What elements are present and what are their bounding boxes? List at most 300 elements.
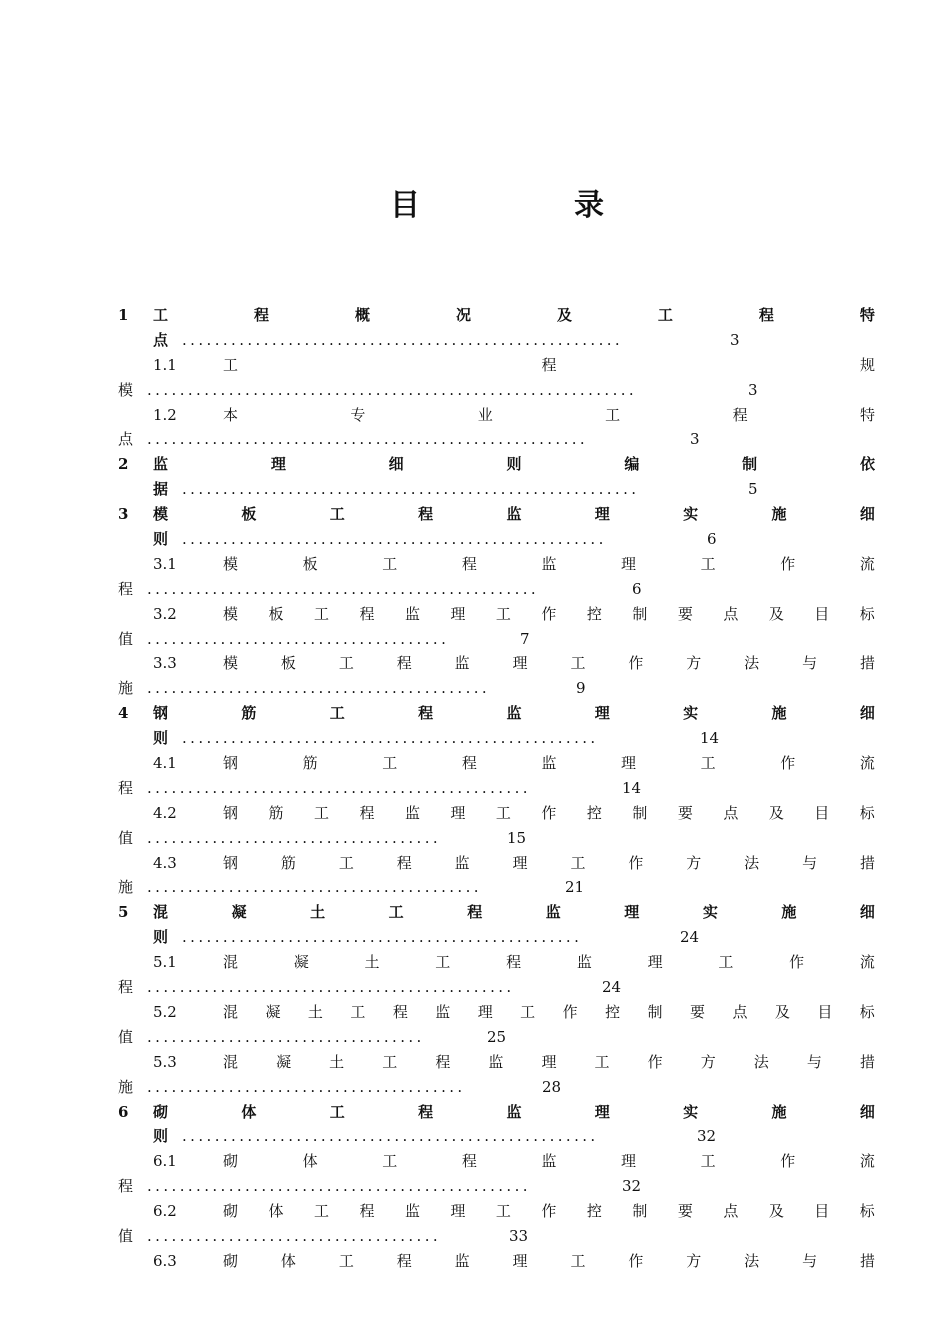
toc-entry-number: 2 — [118, 455, 129, 474]
toc-entry-last-char: 程 — [118, 579, 134, 598]
toc-entry-char: 工 — [570, 1251, 586, 1270]
toc-entry-line[interactable] — [118, 502, 875, 527]
toc-entry-char: 钢 — [153, 704, 169, 723]
toc-entry-char: 监 — [153, 455, 169, 474]
toc-entry-char: 与 — [802, 853, 818, 872]
toc-entry-number: 6.3 — [153, 1251, 177, 1270]
toc-entry-line[interactable] — [118, 378, 875, 403]
toc-entry-char: 目 — [814, 1202, 830, 1221]
title-char-1: 目 — [390, 188, 420, 223]
toc-entry-char: 业 — [477, 405, 493, 424]
toc-entry-char: 流 — [859, 953, 875, 972]
page-number: 32 — [697, 1127, 717, 1146]
toc-entry-char: 标 — [859, 1202, 875, 1221]
toc-entry-char: 工 — [329, 505, 345, 524]
toc-entry-char: 理 — [450, 1202, 466, 1221]
toc-entry-char: 程 — [461, 1152, 477, 1171]
toc-entry-char: 工 — [700, 754, 716, 773]
toc-entry-char: 理 — [594, 505, 610, 524]
page-number: 3 — [730, 330, 740, 349]
leader-dots: ................................................... — [182, 1127, 599, 1146]
toc-entry-char: 监 — [404, 803, 420, 822]
toc-entry-number: 6.1 — [153, 1152, 177, 1171]
toc-entry-line[interactable] — [118, 627, 875, 652]
toc-entry-number: 3.1 — [153, 554, 177, 573]
toc-entry-line[interactable] — [118, 751, 875, 776]
toc-entry-char: 施 — [781, 903, 797, 922]
toc-entry-char: 工 — [570, 853, 586, 872]
toc-entry-char: 方 — [686, 853, 702, 872]
leader-dots: ............................................. — [147, 978, 515, 997]
toc-entry-last-char: 施 — [118, 1077, 134, 1096]
toc-entry-line[interactable] — [118, 403, 875, 428]
toc-entry-heading — [153, 950, 875, 975]
page-number: 6 — [632, 579, 642, 598]
toc-entry-number: 3 — [118, 505, 129, 524]
toc-entry-last-char: 则 — [153, 530, 169, 549]
toc-entry-number: 4.2 — [153, 803, 177, 822]
toc-entry-char: 细 — [859, 1102, 875, 1121]
toc-entry-char: 理 — [621, 754, 637, 773]
toc-entry-line[interactable] — [118, 651, 875, 676]
toc-entry-char: 筋 — [241, 704, 257, 723]
toc-entry-char: 制 — [632, 604, 648, 623]
toc-entry-char: 实 — [702, 903, 718, 922]
toc-entry-char: 工 — [435, 953, 451, 972]
toc-entry-char: 工 — [495, 803, 511, 822]
leader-dots: ...................................................... — [147, 430, 589, 449]
toc-entry-number: 6.2 — [153, 1202, 177, 1221]
toc-entry-char: 与 — [802, 654, 818, 673]
toc-entry-char: 作 — [647, 1052, 663, 1071]
toc-entry-char: 作 — [780, 1152, 796, 1171]
toc-entry-line[interactable] — [118, 1149, 875, 1174]
toc-entry-last-char: 点 — [118, 430, 134, 449]
toc-entry-char: 程 — [359, 803, 375, 822]
page-number: 21 — [565, 878, 585, 897]
toc-entry-char: 工 — [495, 604, 511, 623]
page-number: 5 — [748, 480, 758, 499]
toc-entry-heading — [153, 1149, 875, 1174]
toc-entry-number: 4.1 — [153, 754, 177, 773]
toc-entry-line[interactable] — [118, 477, 875, 502]
toc-entry-char: 混 — [153, 903, 169, 922]
toc-entry-char: 流 — [859, 754, 875, 773]
toc-entry-char: 程 — [461, 754, 477, 773]
toc-entry-char: 凝 — [276, 1052, 292, 1071]
toc-entry-last-char: 则 — [153, 729, 169, 748]
toc-entry-char: 施 — [771, 1102, 787, 1121]
toc-entry-char: 特 — [859, 306, 875, 324]
leader-dots: .................................................... — [182, 530, 607, 549]
leader-dots: ................................................. — [182, 928, 583, 947]
toc-entry-last-char: 则 — [153, 1127, 169, 1146]
toc-entry-line[interactable] — [118, 975, 875, 1000]
toc-entry-char: 流 — [859, 1152, 875, 1171]
toc-entry-char: 理 — [647, 953, 663, 972]
page-number: 14 — [700, 729, 720, 748]
table-of-contents — [118, 303, 875, 1274]
toc-entry-char: 工 — [382, 554, 398, 573]
page-number: 25 — [487, 1027, 507, 1046]
toc-entry-char: 控 — [586, 1202, 602, 1221]
toc-entry-char: 理 — [594, 704, 610, 723]
leader-dots: ................................................... — [182, 729, 599, 748]
toc-entry-char: 砌 — [223, 1251, 239, 1270]
toc-entry-line[interactable] — [118, 1100, 875, 1125]
toc-entry-char: 与 — [806, 1052, 822, 1071]
toc-entry-heading — [153, 552, 875, 577]
toc-entry-char: 工 — [700, 554, 716, 573]
toc-entry-char: 要 — [689, 1002, 705, 1021]
toc-entry-char: 程 — [359, 604, 375, 623]
toc-entry-char: 程 — [467, 903, 483, 922]
toc-entry-char: 要 — [677, 604, 693, 623]
toc-entry-char: 监 — [454, 1251, 470, 1270]
toc-entry-line[interactable] — [118, 1050, 875, 1075]
toc-entry-char: 砌 — [223, 1202, 239, 1221]
leader-dots: .................................... — [147, 828, 442, 847]
toc-entry-line[interactable] — [118, 1124, 875, 1149]
toc-entry-char: 作 — [789, 953, 805, 972]
toc-entry-char: 工 — [700, 1152, 716, 1171]
toc-entry-char: 要 — [677, 803, 693, 822]
toc-entry-char: 流 — [859, 554, 875, 573]
toc-entry-char: 监 — [541, 1152, 557, 1171]
leader-dots: ............................................................ — [147, 380, 638, 399]
toc-entry-heading — [153, 1249, 875, 1274]
toc-entry-char: 土 — [329, 1052, 345, 1071]
toc-entry-char: 监 — [506, 1102, 522, 1121]
leader-dots: ................................................ — [147, 579, 540, 598]
toc-entry-char: 制 — [647, 1002, 663, 1021]
toc-entry-line[interactable] — [118, 1174, 875, 1199]
toc-entry-line[interactable] — [118, 452, 875, 477]
toc-entry-char: 实 — [683, 1102, 699, 1121]
toc-entry-char: 制 — [632, 1202, 648, 1221]
toc-entry-char: 及 — [768, 803, 784, 822]
toc-entry-char: 理 — [512, 654, 528, 673]
toc-entry-char: 点 — [723, 604, 739, 623]
page-number: 32 — [622, 1177, 642, 1196]
toc-entry-heading — [153, 851, 875, 876]
toc-entry-char: 法 — [744, 853, 760, 872]
toc-entry-char: 筋 — [280, 853, 296, 872]
toc-entry-char: 钢 — [223, 853, 239, 872]
toc-entry-char: 工 — [329, 1102, 345, 1121]
toc-entry-char: 程 — [418, 1102, 434, 1121]
toc-entry-char: 监 — [454, 853, 470, 872]
toc-entry-char: 实 — [683, 704, 699, 723]
page-number: 14 — [622, 778, 642, 797]
toc-entry-heading — [153, 801, 875, 826]
toc-entry-char: 作 — [628, 1251, 644, 1270]
leader-dots: ............................................... — [147, 1177, 531, 1196]
toc-entry-char: 凝 — [265, 1002, 281, 1021]
toc-entry-char: 模 — [223, 654, 239, 673]
toc-entry-char: 措 — [859, 654, 875, 673]
toc-entry-char: 土 — [364, 953, 380, 972]
toc-entry-char: 工 — [313, 604, 329, 623]
toc-entry-char: 体 — [280, 1251, 296, 1270]
toc-entry-number: 5 — [118, 903, 129, 922]
toc-entry-char: 况 — [455, 306, 471, 324]
toc-entry-char: 程 — [732, 405, 748, 424]
toc-entry-char: 工 — [338, 654, 354, 673]
toc-entry-char: 监 — [404, 604, 420, 623]
toc-entry-char: 凝 — [293, 953, 309, 972]
toc-entry-char: 作 — [562, 1002, 578, 1021]
toc-entry-char: 及 — [774, 1002, 790, 1021]
toc-entry-heading — [153, 1199, 875, 1224]
leader-dots: ....................................... — [147, 1077, 466, 1096]
toc-entry-last-char: 施 — [118, 679, 134, 698]
toc-entry-char: 混 — [223, 1052, 239, 1071]
leader-dots: ......................................... — [147, 878, 482, 897]
toc-entry-line[interactable] — [118, 577, 875, 602]
toc-entry-heading — [153, 403, 875, 428]
toc-entry-last-char: 施 — [118, 878, 134, 897]
toc-entry-last-char: 值 — [118, 828, 134, 847]
toc-entry-char: 作 — [780, 754, 796, 773]
toc-entry-char: 程 — [392, 1002, 408, 1021]
toc-entry-heading — [153, 651, 875, 676]
toc-entry-char: 工 — [520, 1002, 536, 1021]
toc-entry-char: 工 — [605, 405, 621, 424]
toc-entry-char: 及 — [768, 1202, 784, 1221]
toc-entry-last-char: 程 — [118, 978, 134, 997]
page-number: 3 — [748, 380, 758, 399]
toc-entry-char: 编 — [624, 455, 640, 474]
leader-dots: ...................................................... — [182, 330, 624, 349]
toc-entry-line[interactable] — [118, 875, 875, 900]
toc-entry-line[interactable] — [118, 900, 875, 925]
toc-entry-char: 实 — [683, 505, 699, 524]
toc-entry-char: 体 — [241, 1102, 257, 1121]
toc-entry-char: 工 — [570, 654, 586, 673]
toc-entry-line[interactable] — [118, 1000, 875, 1025]
toc-entry-char: 监 — [541, 554, 557, 573]
toc-entry-last-char: 程 — [118, 1177, 134, 1196]
toc-entry-char: 制 — [632, 803, 648, 822]
toc-entry-char: 板 — [280, 654, 296, 673]
toc-entry-char: 法 — [753, 1052, 769, 1071]
toc-entry-char: 监 — [488, 1052, 504, 1071]
toc-entry-char: 理 — [477, 1002, 493, 1021]
toc-entry-char: 特 — [859, 405, 875, 424]
toc-entry-char: 工 — [388, 903, 404, 922]
toc-title — [0, 186, 950, 230]
leader-dots: ............................................... — [147, 778, 531, 797]
toc-entry-char: 工 — [223, 355, 239, 374]
toc-entry-char: 钢 — [223, 803, 239, 822]
toc-entry-char: 本 — [223, 405, 239, 424]
toc-entry-char: 措 — [859, 1052, 875, 1071]
toc-entry-char: 程 — [418, 704, 434, 723]
toc-entry-number: 5.3 — [153, 1052, 177, 1071]
toc-entry-char: 监 — [506, 704, 522, 723]
toc-entry-line[interactable] — [118, 726, 875, 751]
toc-entry-char: 筋 — [302, 754, 318, 773]
toc-entry-heading — [153, 1050, 875, 1075]
toc-entry-char: 及 — [556, 306, 572, 324]
toc-entry-char: 理 — [450, 604, 466, 623]
toc-entry-char: 工 — [657, 306, 673, 324]
toc-entry-char: 工 — [495, 1202, 511, 1221]
toc-entry-line[interactable] — [118, 427, 875, 452]
leader-dots: .......................................... — [147, 679, 491, 698]
toc-entry-char: 理 — [512, 853, 528, 872]
toc-entry-char: 监 — [541, 754, 557, 773]
toc-entry-char: 理 — [594, 1102, 610, 1121]
toc-entry-line[interactable] — [118, 701, 875, 726]
toc-entry-line[interactable] — [118, 776, 875, 801]
toc-entry-char: 监 — [506, 505, 522, 524]
toc-entry-char: 程 — [396, 654, 412, 673]
toc-entry-char: 与 — [802, 1251, 818, 1270]
page-number: 24 — [602, 978, 622, 997]
toc-entry-line[interactable] — [118, 826, 875, 851]
toc-entry-last-char: 则 — [153, 928, 169, 947]
toc-entry-line[interactable] — [118, 552, 875, 577]
page-number: 7 — [520, 629, 530, 648]
toc-entry-char: 模 — [153, 505, 169, 524]
toc-entry-heading — [153, 602, 875, 627]
toc-entry-char: 土 — [310, 903, 326, 922]
toc-entry-heading — [118, 452, 875, 477]
toc-entry-char: 点 — [732, 1002, 748, 1021]
toc-entry-line[interactable] — [118, 801, 875, 826]
toc-entry-last-char: 值 — [118, 1027, 134, 1046]
toc-entry-last-char: 值 — [118, 1226, 134, 1245]
toc-entry-number: 1 — [118, 306, 129, 324]
toc-entry-char: 则 — [506, 455, 522, 474]
toc-entry-char: 作 — [541, 1202, 557, 1221]
toc-entry-last-char: 点 — [153, 330, 169, 349]
toc-entry-char: 方 — [686, 654, 702, 673]
toc-entry-char: 程 — [506, 953, 522, 972]
toc-entry-line[interactable] — [118, 328, 875, 353]
toc-entry-line[interactable] — [118, 527, 875, 552]
toc-entry-char: 工 — [382, 754, 398, 773]
toc-entry-char: 制 — [742, 455, 758, 474]
toc-entry-char: 板 — [302, 554, 318, 573]
toc-entry-char: 及 — [768, 604, 784, 623]
toc-entry-char: 凝 — [231, 903, 247, 922]
toc-entry-char: 理 — [450, 803, 466, 822]
toc-entry-char: 模 — [223, 604, 239, 623]
toc-entry-char: 程 — [396, 1251, 412, 1270]
toc-entry-char: 工 — [329, 704, 345, 723]
toc-entry-char: 工 — [350, 1002, 366, 1021]
toc-entry-line[interactable] — [118, 950, 875, 975]
toc-entry-char: 目 — [814, 803, 830, 822]
toc-entry-line[interactable] — [118, 1025, 875, 1050]
toc-entry-line[interactable] — [118, 1075, 875, 1100]
toc-entry-char: 细 — [859, 704, 875, 723]
toc-entry-number: 6 — [118, 1102, 129, 1121]
toc-entry-char: 工 — [153, 306, 169, 324]
toc-entry-char: 细 — [859, 505, 875, 524]
toc-entry-line[interactable] — [118, 1224, 875, 1249]
toc-entry-char: 专 — [350, 405, 366, 424]
toc-entry-char: 程 — [758, 306, 774, 324]
toc-entry-line[interactable] — [118, 602, 875, 627]
toc-entry-char: 作 — [541, 604, 557, 623]
toc-entry-last-char: 模 — [118, 380, 134, 399]
toc-entry-char: 程 — [359, 1202, 375, 1221]
toc-entry-char: 程 — [435, 1052, 451, 1071]
toc-entry-char: 点 — [723, 1202, 739, 1221]
toc-entry-char: 理 — [270, 455, 286, 474]
toc-entry-char: 理 — [512, 1251, 528, 1270]
toc-entry-char: 监 — [576, 953, 592, 972]
page-number: 3 — [690, 430, 700, 449]
toc-entry-char: 规 — [859, 355, 875, 374]
toc-entry-char: 混 — [223, 953, 239, 972]
toc-entry-char: 标 — [859, 1002, 875, 1021]
toc-entry-char: 板 — [241, 505, 257, 524]
toc-entry-number: 4.3 — [153, 853, 177, 872]
toc-entry-char: 工 — [382, 1052, 398, 1071]
toc-entry-line[interactable] — [118, 925, 875, 950]
toc-entry-line[interactable] — [118, 1199, 875, 1224]
toc-entry-char: 法 — [744, 1251, 760, 1270]
toc-entry-char: 作 — [780, 554, 796, 573]
toc-entry-char: 钢 — [223, 754, 239, 773]
toc-entry-char: 目 — [814, 604, 830, 623]
toc-entry-char: 施 — [771, 505, 787, 524]
toc-entry-char: 作 — [541, 803, 557, 822]
page-number: 9 — [576, 679, 586, 698]
toc-entry-char: 依 — [859, 455, 875, 474]
toc-entry-char: 体 — [302, 1152, 318, 1171]
toc-entry-line[interactable] — [118, 1249, 875, 1274]
leader-dots: .................................... — [147, 1226, 442, 1245]
toc-entry-heading — [118, 303, 875, 328]
toc-entry-char: 工 — [313, 803, 329, 822]
toc-entry-char: 细 — [388, 455, 404, 474]
toc-entry-heading — [118, 701, 875, 726]
toc-entry-number: 5.1 — [153, 953, 177, 972]
toc-entry-number: 1.1 — [153, 355, 177, 374]
toc-entry-char: 工 — [594, 1052, 610, 1071]
title-char-2: 录 — [574, 188, 604, 223]
toc-entry-number: 4 — [118, 704, 129, 723]
toc-entry-char: 砌 — [153, 1102, 169, 1121]
toc-entry-line[interactable] — [118, 353, 875, 378]
toc-entry-char: 混 — [223, 1002, 239, 1021]
toc-entry-line[interactable] — [118, 851, 875, 876]
toc-entry-char: 作 — [628, 853, 644, 872]
toc-entry-last-char: 据 — [153, 480, 169, 499]
toc-entry-char: 目 — [817, 1002, 833, 1021]
toc-entry-char: 模 — [223, 554, 239, 573]
toc-entry-char: 工 — [382, 1152, 398, 1171]
toc-entry-char: 控 — [605, 1002, 621, 1021]
leader-dots: .................................. — [147, 1027, 425, 1046]
toc-entry-char: 理 — [541, 1052, 557, 1071]
toc-entry-heading — [118, 1100, 875, 1125]
toc-entry-line[interactable] — [118, 676, 875, 701]
toc-entry-char: 工 — [338, 853, 354, 872]
toc-entry-line[interactable] — [118, 303, 875, 328]
toc-entry-char: 监 — [435, 1002, 451, 1021]
page-number: 6 — [707, 530, 717, 549]
toc-entry-char: 方 — [700, 1052, 716, 1071]
toc-entry-number: 5.2 — [153, 1002, 177, 1021]
toc-entry-char: 程 — [461, 554, 477, 573]
